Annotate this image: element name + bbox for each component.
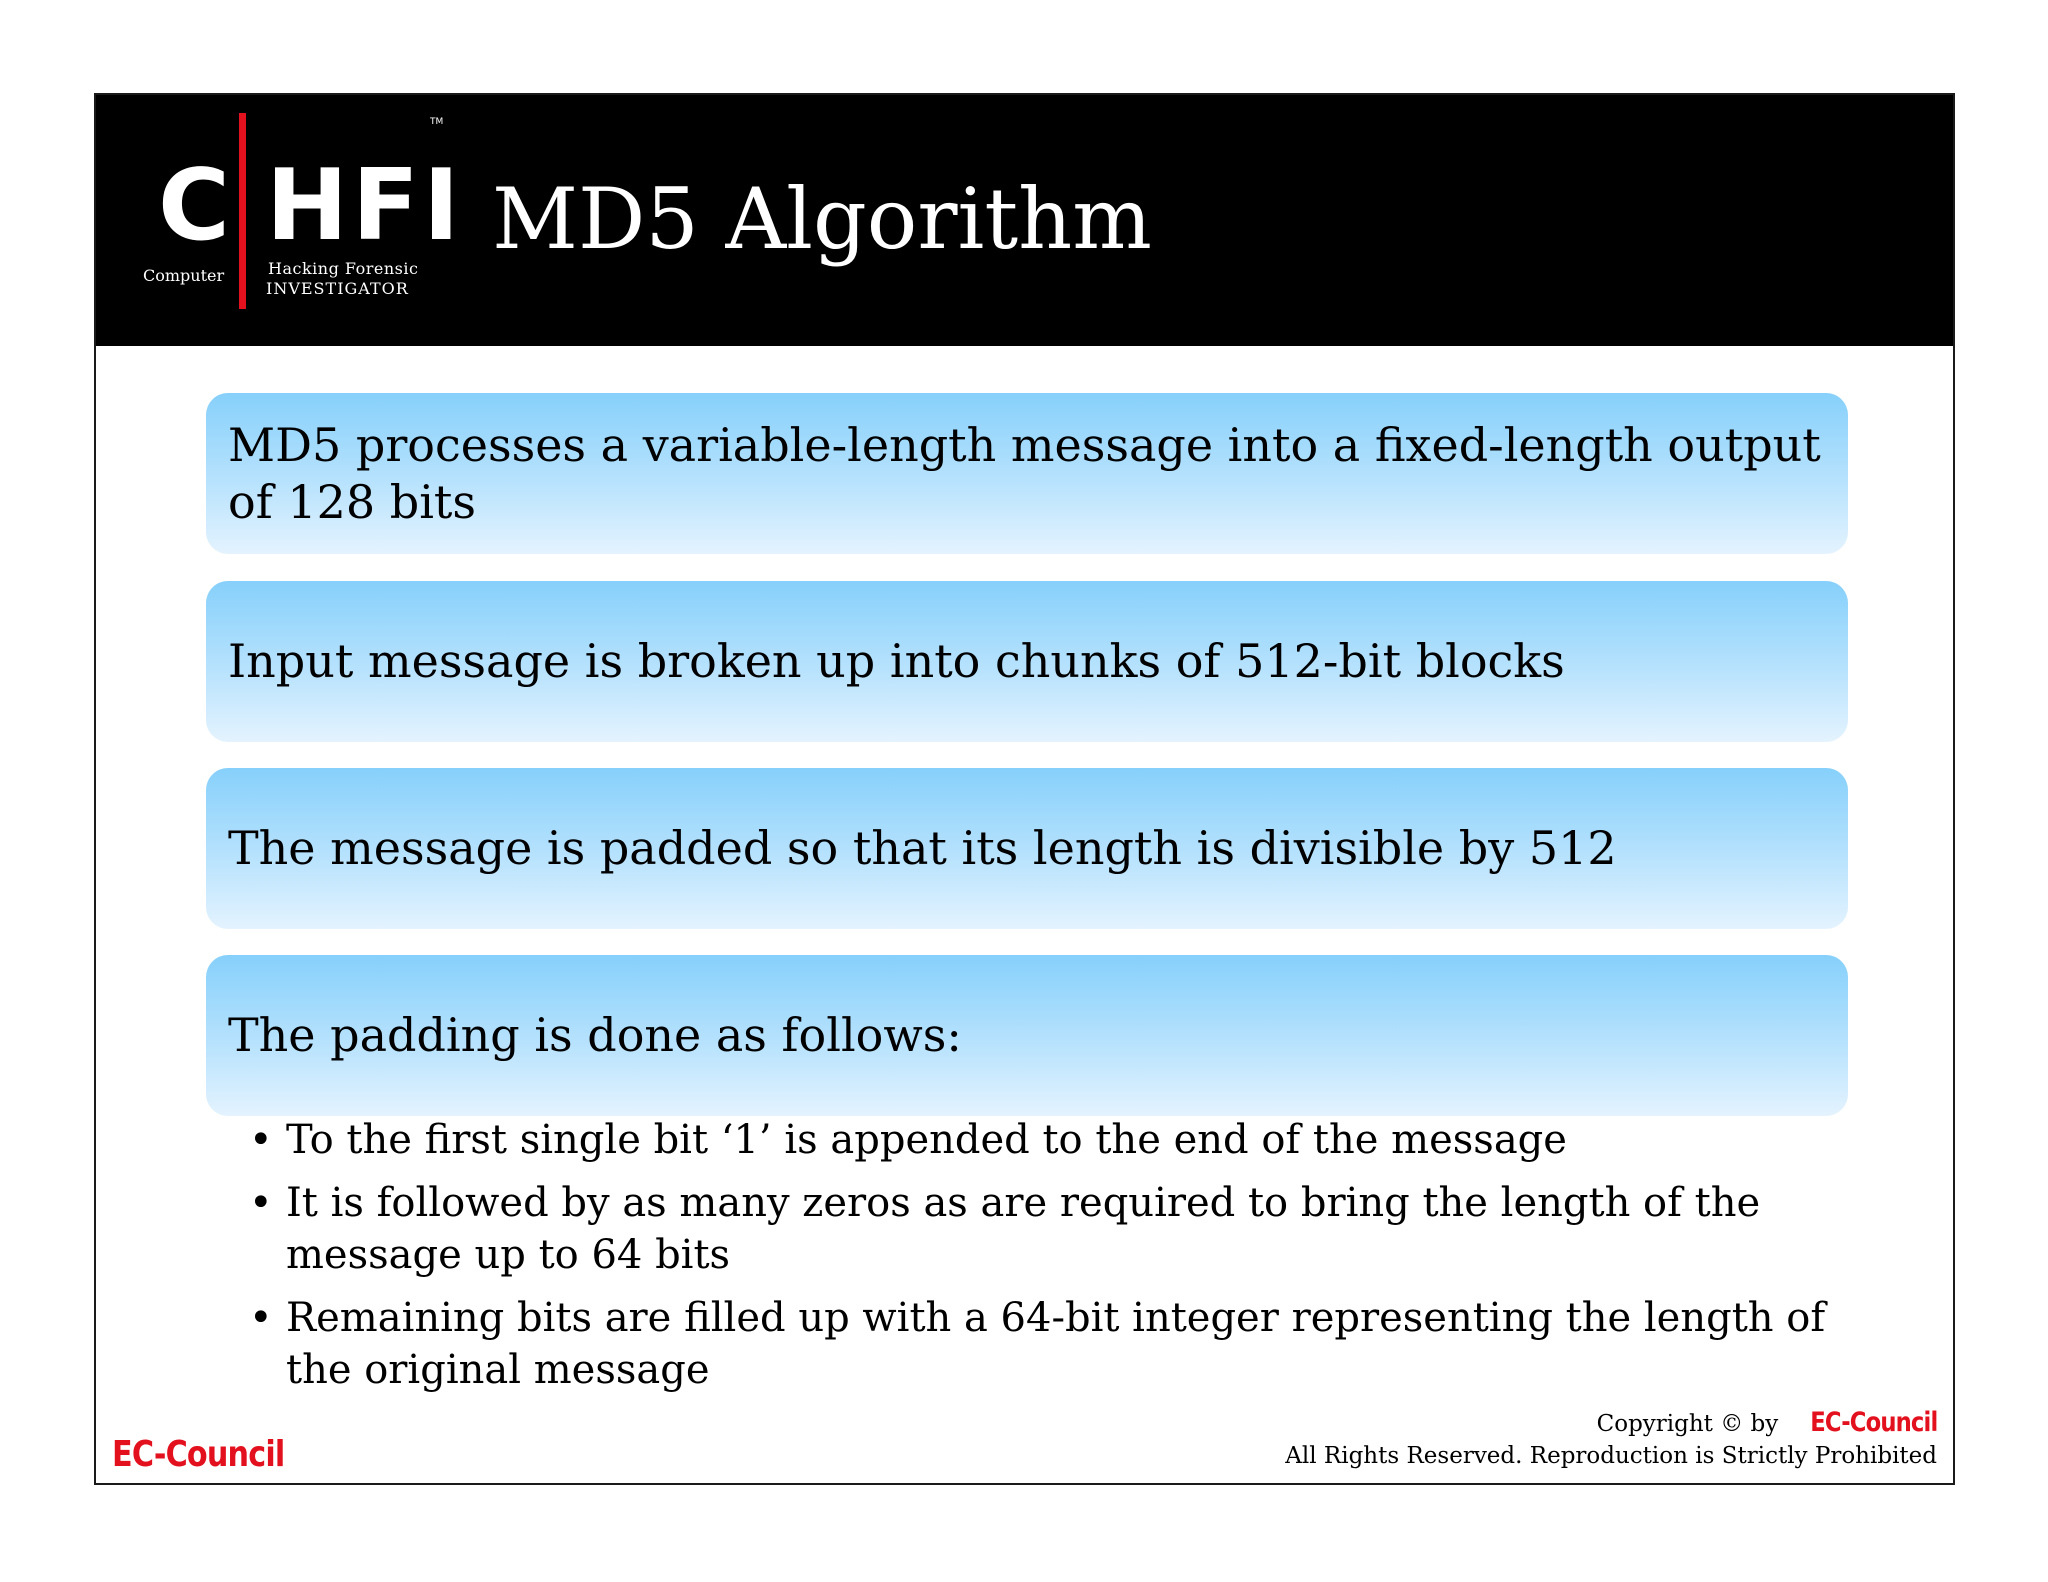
info-box [206,581,1848,742]
slide [94,93,1955,1485]
copyright-brand: EC-Council [1809,1407,1937,1438]
copyright-line [1285,1407,1937,1440]
copyright-prefix: Copyright © by [1596,1411,1786,1437]
info-box-text: The padding is done as follows: [228,1008,962,1062]
chfi-logo [96,95,476,346]
page-title: MD5 Algorithm [492,170,1152,268]
list-item [249,1114,1849,1166]
logo-letters-hfi: HFI [266,149,464,263]
info-box [206,768,1848,929]
info-box [206,393,1848,554]
logo-letter-c: C [158,149,230,263]
bullet-dot-icon: • [249,1117,273,1163]
info-box-text: MD5 processes a variable-length message into a fixed-length output of 128 bits [228,417,1821,529]
header-bar [96,95,1953,346]
info-box [206,955,1848,1116]
rights-line: All Rights Reserved. Reproduction is Strictly Prohibited [1285,1443,1937,1469]
copyright-notice [1285,1407,1937,1472]
bullet-dot-icon: • [249,1295,273,1341]
list-item-text: It is followed by as many zeros as are required to bring the length of the message up to 64 bits [286,1180,1761,1278]
list-item [249,1292,1849,1396]
list-item-text: To the first single bit ‘1’ is appended to the end of the message [286,1117,1567,1163]
logo-trademark: TM [430,117,444,127]
padding-bullet-list [249,1114,1849,1407]
list-item [249,1177,1849,1281]
list-item-text: Remaining bits are filled up with a 64-bit integer representing the length of the original message [286,1295,1826,1393]
info-box-text: The message is padded so that its length is divisible by 512 [228,821,1617,875]
bullet-dot-icon: • [249,1180,273,1226]
ec-council-logo: EC-Council [112,1434,285,1475]
logo-computer-label: Computer [143,266,225,285]
logo-hacking-forensic-label: Hacking Forensic [268,259,419,278]
info-box-text: Input message is broken up into chunks of 512-bit blocks [228,634,1565,688]
logo-investigator-label: INVESTIGATOR [266,279,409,298]
logo-red-bar [239,113,246,309]
